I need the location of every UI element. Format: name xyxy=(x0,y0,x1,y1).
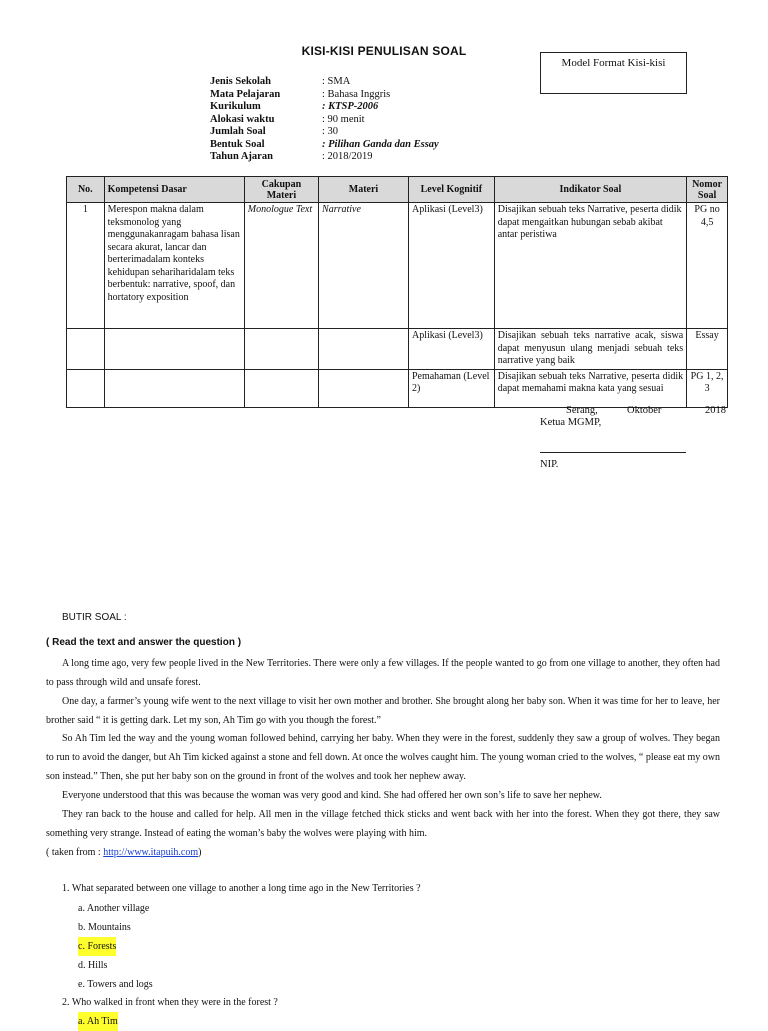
signature-nip: NIP. xyxy=(540,459,559,470)
source-suffix: ) xyxy=(198,847,202,858)
meta-key: Kurikulum xyxy=(210,101,261,112)
passage-paragraph: A long time ago, very few people lived in the New Territories. There were only a few villages. If the people wanted to go from one village to another, they often had to pass through wild and unsafe forest. xyxy=(46,658,720,688)
meta-value: : 90 menit xyxy=(322,113,365,125)
cell-kompetensi-dasar: Merespon makna dalam teksmonolog yang menggunakanragam bahasa lisan secara akurat, lancar dan berterimadalam konteks kehidupan sehariharidalam teks berbentuk: narrative, spoof, dan hortatory exposition xyxy=(104,203,244,329)
cell-no: 1 xyxy=(67,203,105,329)
meta-key: Alokasi waktu xyxy=(210,113,275,125)
kisi-kisi-table xyxy=(66,176,728,408)
cell-nomor-soal: PG no 4,5 xyxy=(687,203,728,329)
butir-soal-heading: BUTIR SOAL : xyxy=(62,612,127,623)
cell-materi xyxy=(319,369,409,407)
passage-paragraph: They ran back to the house and called for help. All men in the village fetched thick sticks and went back with her into the forest. When they got there, they saw something very strange. Instead of eating the woman’s baby the wolves were playing with him. xyxy=(46,809,720,839)
column-header-cakupan-materi: Cakupan Materi xyxy=(244,177,318,203)
table-row xyxy=(67,203,728,329)
meta-key: Jenis Sekolah xyxy=(210,76,271,87)
meta-key: Bentuk Soal xyxy=(210,138,265,150)
meta-key: Tahun Ajaran xyxy=(210,151,273,162)
cell-indikator-soal: Disajikan sebuah teks narrative acak, siswa dapat menyusun ulang menjadi sebuah teks narrative yang baik xyxy=(494,329,686,370)
column-header-materi: Materi xyxy=(319,177,409,203)
passage-paragraph: Everyone understood that this was because the woman was very good and kind. She had offered her own son’s life to save her nephew. xyxy=(62,790,602,801)
meta-key: Jumlah Soal xyxy=(210,126,266,137)
cell-no xyxy=(67,369,105,407)
question-1-option-c-highlighted: c. Forests xyxy=(78,937,116,956)
cell-level-kognitif: Aplikasi (Level3) xyxy=(408,329,494,370)
meta-value: : Pilihan Ganda dan Essay xyxy=(322,138,439,150)
meta-value: : Bahasa Inggris xyxy=(322,88,391,100)
question-1: 1. What separated between one village to another a long time ago in the New Territories ? xyxy=(62,883,421,894)
cell-materi: Narrative xyxy=(319,203,409,329)
meta-value: : 30 xyxy=(322,126,339,137)
cell-materi xyxy=(319,329,409,370)
model-format-label: Model Format Kisi-kisi xyxy=(561,57,666,69)
question-1-option-d: d. Hills xyxy=(78,960,108,971)
column-header-kompetensi-dasar: Kompetensi Dasar xyxy=(104,177,244,203)
table-header-row xyxy=(67,177,728,203)
passage-paragraph: One day, a farmer’s young wife went to the next village to visit her own mother and brother. She brought along her baby son. When it was time for her to leave, her brother said “ it is getting dark. Let my son, Ah Tim go with you though the forest.” xyxy=(46,696,720,726)
table-row xyxy=(67,369,728,407)
cell-indikator-soal: Disajikan sebuah teks Narrative, peserta didik dapat memahami makna kata yang sesuai xyxy=(494,369,686,407)
cell-kompetensi-dasar xyxy=(104,329,244,370)
cell-no xyxy=(67,329,105,370)
cell-cakupan-materi xyxy=(244,369,318,407)
cell-nomor-soal: PG 1, 2, 3 xyxy=(687,369,728,407)
signature-year: 2018 xyxy=(705,405,726,416)
question-1-option-a: a. Another village xyxy=(78,903,150,914)
column-header-nomor-soal: Nomor Soal xyxy=(687,177,728,203)
source-line xyxy=(46,843,720,862)
meta-value: : 2018/2019 xyxy=(322,151,373,162)
question-2-option-a-highlighted: a. Ah Tim xyxy=(78,1012,118,1031)
signature-line xyxy=(540,452,686,453)
meta-value: : SMA xyxy=(322,76,351,87)
column-header-no: No. xyxy=(67,177,105,203)
signature-role: Ketua MGMP, xyxy=(540,417,602,428)
meta-key: Mata Pelajaran xyxy=(210,88,281,100)
table-row xyxy=(67,329,728,370)
meta-value: : KTSP-2006 xyxy=(322,101,379,112)
cell-cakupan-materi: Monologue Text xyxy=(244,203,318,329)
cell-kompetensi-dasar xyxy=(104,369,244,407)
question-1-option-b: b. Mountains xyxy=(78,922,131,933)
cell-indikator-soal: Disajikan sebuah teks Narrative, peserta didik dapat mengaitkan hubungan sebab akibat antar peristiwa xyxy=(494,203,686,329)
model-format-box xyxy=(540,52,687,94)
document-title: KISI-KISI PENULISAN SOAL xyxy=(301,44,467,58)
source-link[interactable]: http://www.itapuih.com xyxy=(103,847,199,858)
instruction: ( Read the text and answer the question ) xyxy=(46,637,242,648)
question-2: 2. Who walked in front when they were in the forest ? xyxy=(62,997,278,1008)
cell-cakupan-materi xyxy=(244,329,318,370)
cell-nomor-soal: Essay xyxy=(687,329,728,370)
column-header-level-kognitif: Level Kognitif xyxy=(408,177,494,203)
question-1-option-e: e. Towers and logs xyxy=(78,979,153,990)
cell-level-kognitif: Aplikasi (Level3) xyxy=(408,203,494,329)
passage-paragraph: So Ah Tim led the way and the young woman followed behind, carrying her baby. When they were in the forest, suddenly they saw a group of wolves. They began to run to avoid the danger, but Ah Tim kicked against a stone and fell down. At once the wolves caught him. The young woman cried to the wolves, “ please eat my own son instead.” Then, she put her baby son on the ground in front of the wolves and took her nephew away. xyxy=(46,733,720,782)
source-prefix: ( taken from : xyxy=(46,847,104,858)
cell-level-kognitif: Pemahaman (Level 2) xyxy=(408,369,494,407)
signature-month: Oktober xyxy=(627,405,662,416)
column-header-indikator-soal: Indikator Soal xyxy=(494,177,686,203)
signature-place: Serang, xyxy=(566,405,598,416)
